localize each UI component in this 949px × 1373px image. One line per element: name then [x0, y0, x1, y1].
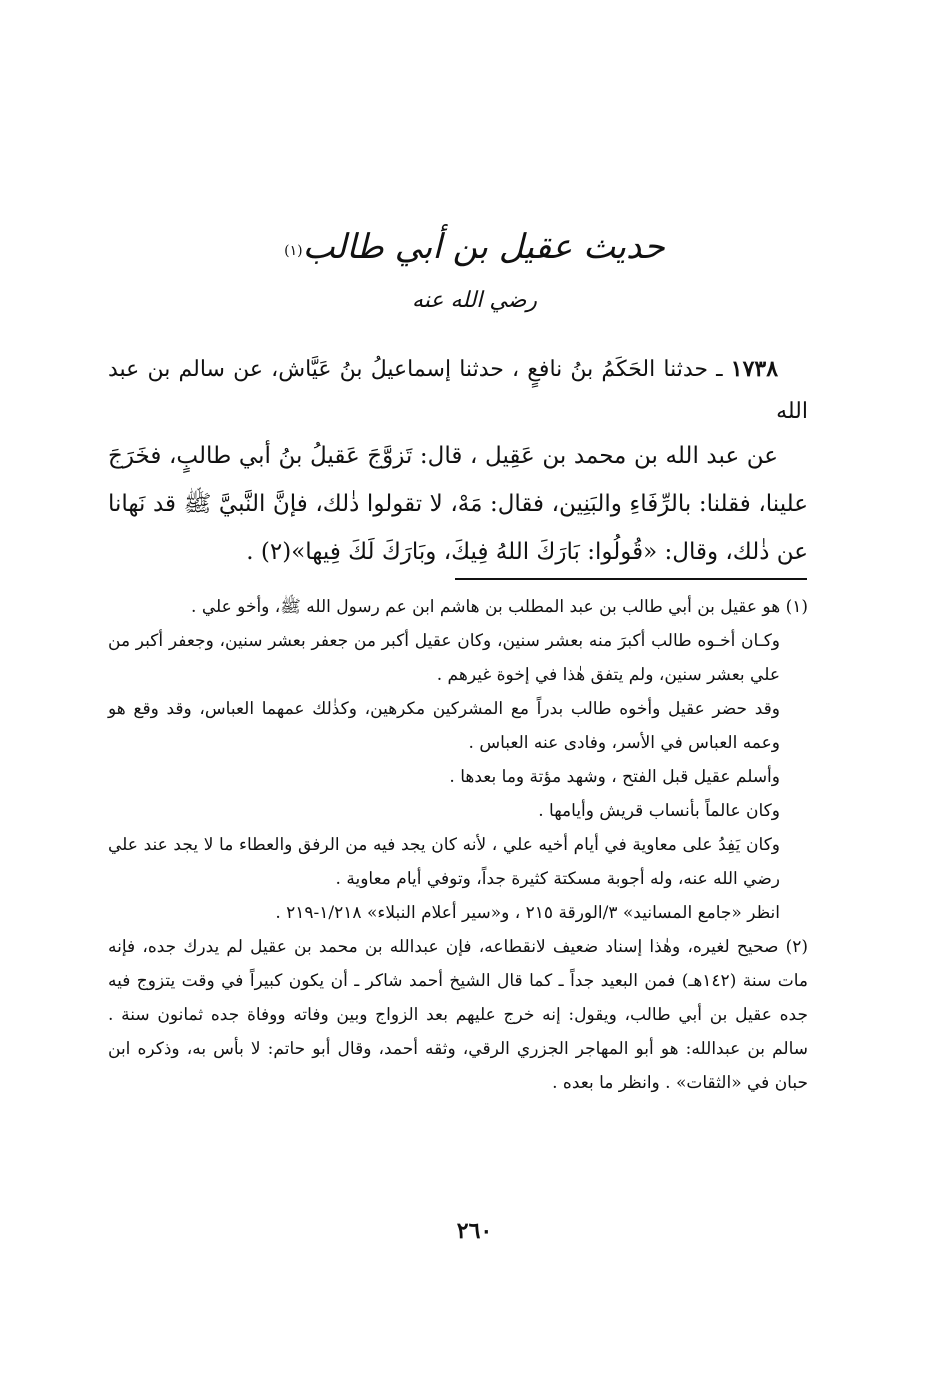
footnotes — [108, 590, 808, 1100]
chapter-heading — [0, 222, 949, 316]
chapter-subtitle: رضي الله عنه — [411, 288, 538, 313]
hadith-matn — [108, 432, 808, 576]
footnote-paragraph: وكان عالماً بأنساب قريش وأيامها . — [538, 801, 780, 821]
isnad-text: ـ حدثنا الحَكَمُ بنُ نافعٍ ، حدثنا إسماعيلُ بنُ عَيَّاش، عن سالم بن عبد الله — [108, 357, 808, 424]
page-number: ٢٦٠ — [456, 1218, 493, 1244]
hadith-isnad — [108, 348, 808, 433]
hadith-number: ١٧٣٨ — [730, 356, 779, 382]
title-footnote-ref: (١) — [284, 243, 303, 259]
footnote-paragraph: وقد حضر عقيل وأخوه طالب بدراً مع المشركين مكرهين، وكذٰلك عمهما العباس، وقد وقع هو وعمه العباس في الأسر، وفادى عنه العباس . — [108, 699, 780, 753]
footnote-divider — [455, 578, 807, 580]
footnote-paragraph: وكـان أخـوه طالب أكبرَ منه بعشر سنين، وكان عقيل أكبر من جعفر بعشر سنين، وجعفر أكبر من علي بعشر سنين، ولم يتفق هٰذا في إخوة غيرهم . — [108, 631, 780, 685]
chapter-title — [0, 222, 949, 272]
footnote-paragraph: وأسلم عقيل قبل الفتح ، وشهد مؤتة وما بعدها . — [449, 767, 780, 787]
footnote-paragraph: انظر «جامع المسانيد» ٣/الورقة ٢١٥ ، و«سير أعلام النبلاء» ١/٢١٨-٢١٩ . — [275, 903, 780, 923]
footnote-paragraph: (٢) صحيح لغيره، وهٰذا إسناد ضعيف لانقطاعه، فإن عبدالله بن محمد بن عقيل لم يدرك جده، فإنه مات سنة (١٤٢هـ) فمن البعيد جداً ـ كما قال الشيخ أحمد شاكر ـ أن يكون كبيراً في وقت يتزوج فيه جده عقيل بن أبي طالب، ويقول: إنه خرج عليهم بعد الزواج وبين وفاته ووفاة جده ثمانون سنة . سالم بن عبدالله: هو أبو المهاجر الجزري الرقي، وثقه أحمد، وقال أبو حاتم: لا بأس به، وذكره ابن حبان في «الثقات» . وانظر ما بعده . — [108, 937, 808, 1093]
matn-text: عن عبد الله بن محمد بن عَقِيل ، قال: تَزوَّجَ عَقيلُ بنُ أبي طالبٍ، فخَرَجَ علينا، فقلنا: بالرِّفَاءِ والبَنِين، فقال: مَهْ، لا تقولوا ذٰلك، فإنَّ النَّبيَّ ﷺ قد نَهانا عن ذٰلك، وقال: «قُولُوا: بَارَكَ اللهُ فِيكَ، وبَارَكَ لَكَ فِيها»(٢) . — [108, 443, 808, 565]
footnote-paragraph: (١) هو عقيل بن أبي طالب بن عبد المطلب بن هاشم ابن عم رسول الله ﷺ، وأخو علي . — [191, 597, 808, 617]
chapter-title-text: حديث عقيل بن أبي طالب — [302, 227, 665, 267]
footnote-paragraph: وكان يَفِدُ على معاوية في أيام أخيه علي ، لأنه كان يجد فيه من الرفق والعطاء ما لا يجد عند علي رضي الله عنه، وله أجوبة مسكتة كثيرة جداً، وتوفي أيام معاوية . — [108, 835, 780, 889]
